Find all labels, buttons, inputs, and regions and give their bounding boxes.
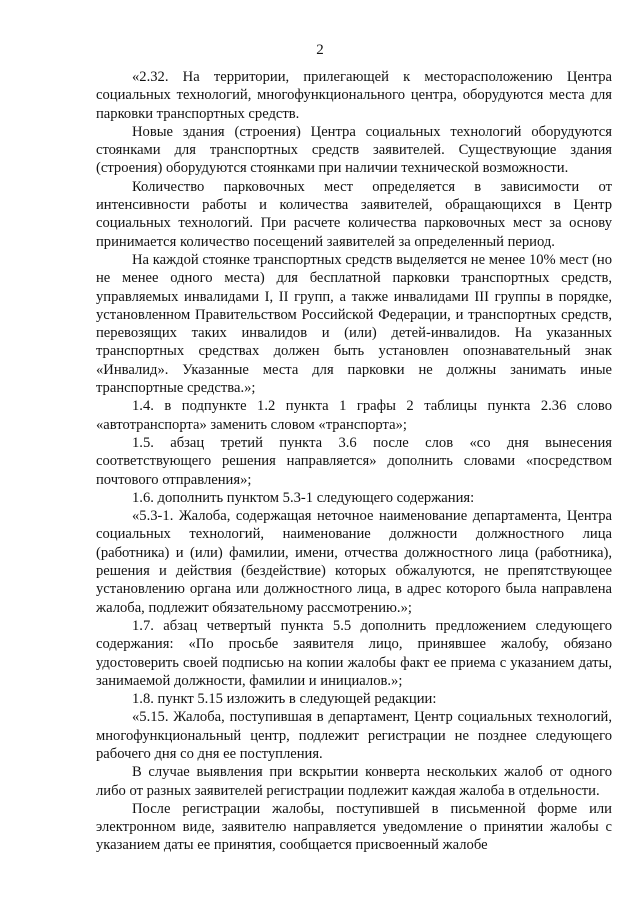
paragraph-5-15: «5.15. Жалоба, поступившая в департамент, Центр социальных технологий, многофункциональный центр, подлежит регистрации не позднее следующего рабочего дня со дня ее поступления. <box>96 709 612 762</box>
paragraph-5-3-1: «5.3-1. Жалоба, содержащая неточное наименование департамента, Центра социальных технологий, наименование должности должностного лица (работника) и (или) фамилии, имени, отчества должностного лица (работника), решения и действия (бездействие) которых обжалуются, не препятствующее установлению органа или должностного лица, в адрес которого была направлена жалоба, подлежит обязательному рассмотрению.»; <box>96 508 612 616</box>
paragraph-1-5: 1.5. абзац третий пункта 3.6 после слов «со дня вынесения соответствующего решения направляется» дополнить словами «посредством почтового отправления»; <box>96 434 612 488</box>
paragraph-1-6: 1.6. дополнить пунктом 5.3-1 следующего содержания: <box>132 489 475 506</box>
paragraph-1-7: 1.7. абзац четвертый пункта 5.5 дополнить предложением следующего содержания: «По просьбе заявителя лицо, принявшее жалобу, обязано удостоверить своей подписью на копии жалобы факт ее приема с указанием даты, занимаемой должности, фамилии и инициалов.»; <box>96 617 612 689</box>
paragraph-new-buildings: Новые здания (строения) Центра социальных технологий оборудуются стоянками для транспортных средств заявителей. Существующие здания (строения) оборудуются стоянками при наличии технической возможности. <box>96 123 612 177</box>
document-body <box>96 68 612 855</box>
paragraph-registration-notice: После регистрации жалобы, поступившей в письменной форме или электронном виде, заявителю направляется уведомление о принятии жалобы с указанием даты ее принятия, сообщается присвоенный жалобе <box>96 800 612 854</box>
paragraph-parking-count: Количество парковочных мест определяется в зависимости от интенсивности работы и количества заявителей, обращающихся в Центр социальных технологий. При расчете количества парковочных мест за основу принимается количество посещений заявителей за определенный период. <box>96 178 612 250</box>
paragraph-2-32: «2.32. На территории, прилегающей к месторасположению Центра социальных технологий, многофункционального центра, оборудуются места для парковки транспортных средств. <box>96 69 612 122</box>
page-number: 2 <box>316 42 324 58</box>
paragraph-disabled-parking: На каждой стоянке транспортных средств выделяется не менее 10% мест (но не менее одного места) для бесплатной парковки транспортных средств, управляемых инвалидами I, II групп, а также инвалидами III группы в порядке, установленном Правительством Российской Федерации, и транспортных средств, перевозящих таких инвалидов и (или) детей-инвалидов. На указанных транспортных средствах должен быть установлен опознавательный знак «Инвалид». Указанные места для парковки не должны занимать иные транспортные средства.»; <box>96 251 612 397</box>
paragraph-multiple-complaints: В случае выявления при вскрытии конверта нескольких жалоб от одного либо от разных заявителей регистрации подлежит каждая жалоба в отдельности. <box>96 764 612 799</box>
paragraph-1-8: 1.8. пункт 5.15 изложить в следующей редакции: <box>132 691 437 708</box>
paragraph-1-4: 1.4. в подпункте 1.2 пункта 1 графы 2 таблицы пункта 2.36 слово «автотранспорта» заменить словом «транспорта»; <box>96 398 612 433</box>
